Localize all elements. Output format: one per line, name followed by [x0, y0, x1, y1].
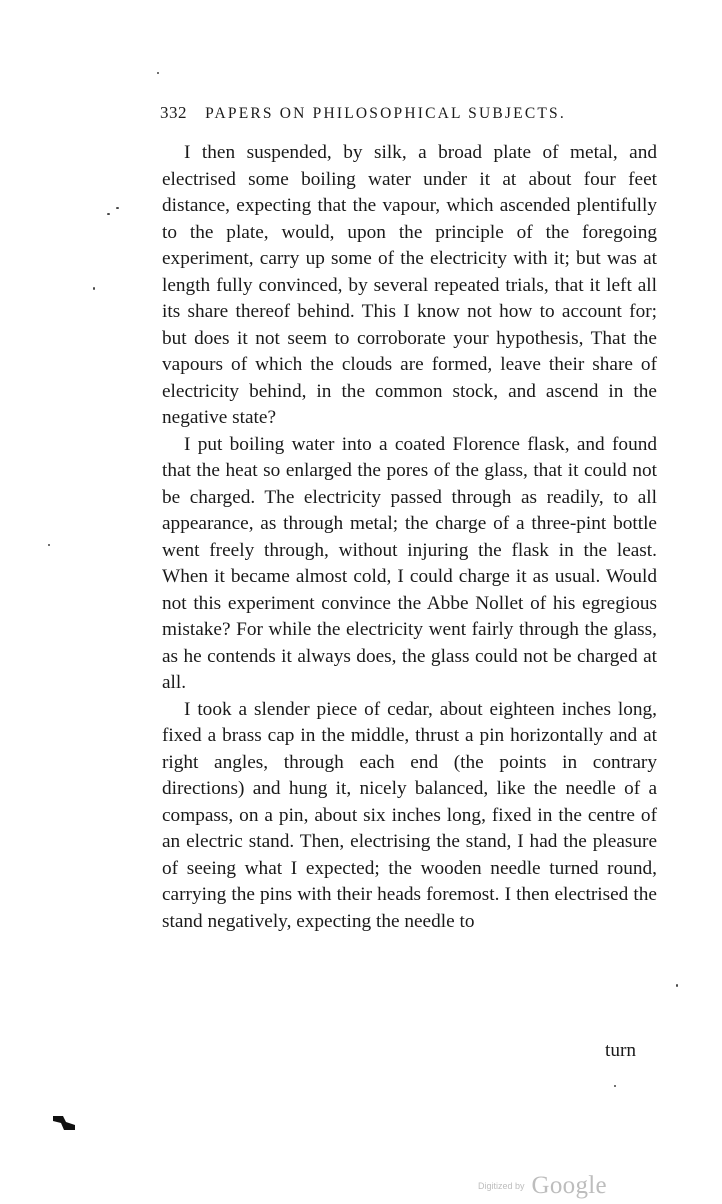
- catchword: turn: [605, 1040, 637, 1061]
- scan-speck: [93, 287, 95, 290]
- digitized-watermark: [478, 1172, 607, 1200]
- google-logo: Google: [531, 1172, 607, 1199]
- scan-speck: [676, 984, 678, 987]
- body-text: [162, 140, 657, 935]
- scan-speck: [157, 72, 159, 74]
- page-number: 332: [160, 103, 187, 122]
- watermark-prefix: Digitized by: [478, 1181, 525, 1191]
- scan-speck: [116, 207, 119, 209]
- scan-speck: [107, 213, 110, 215]
- running-header: [160, 103, 660, 123]
- paragraph-1: I then suspended, by silk, a broad plate of metal, and electrised some boiling water under it at about four feet distance, expecting that the vapour, which ascended plentifully to the plate, would, upon the principle of the foregoing experiment, carry up some of the electricity with it; but was at length fully convinced, by several repeated trials, that it left all its share thereof behind. This I know not how to account for; but does it not seem to corroborate your hypothesis, That the vapours of which the clouds are formed, leave their share of electricity behind, in the common stock, and ascend in the negative state?: [162, 142, 657, 428]
- paragraph-2: I put boiling water into a coated Florence flask, and found that the heat so enlarged the pores of the glass, that it could not be charged. The electricity passed through as readily, to all appearance, as through metal; the charge of a three-pint bottle went freely through, without injuring the flask in the least. When it became almost cold, I could charge it as usual. Would not this experiment convince the Abbe Nollet of his egregious mistake? For while the electricity went fairly through the glass, as he contends it always does, the glass could not be charged at all.: [162, 433, 657, 693]
- scan-speck: [614, 1085, 616, 1087]
- scan-speck: [48, 544, 50, 546]
- corner-mark-icon: [52, 1113, 76, 1133]
- paragraph-3: I took a slender piece of cedar, about eighteen inches long, fixed a brass cap in the middle, thrust a pin horizontally and at right angles, through each end (the points in contrary directions) and hung it, nicely balanced, like the needle of a compass, on a pin, about six inches long, fixed in the centre of an electric stand. Then, electrising the stand, I had the pleasure of seeing what I expected; the wooden needle turned round, carrying the pins with their heads foremost. I then electrised the stand negatively, expecting the needle to: [162, 698, 657, 932]
- running-title: PAPERS ON PHILOSOPHICAL SUBJECTS.: [205, 105, 566, 122]
